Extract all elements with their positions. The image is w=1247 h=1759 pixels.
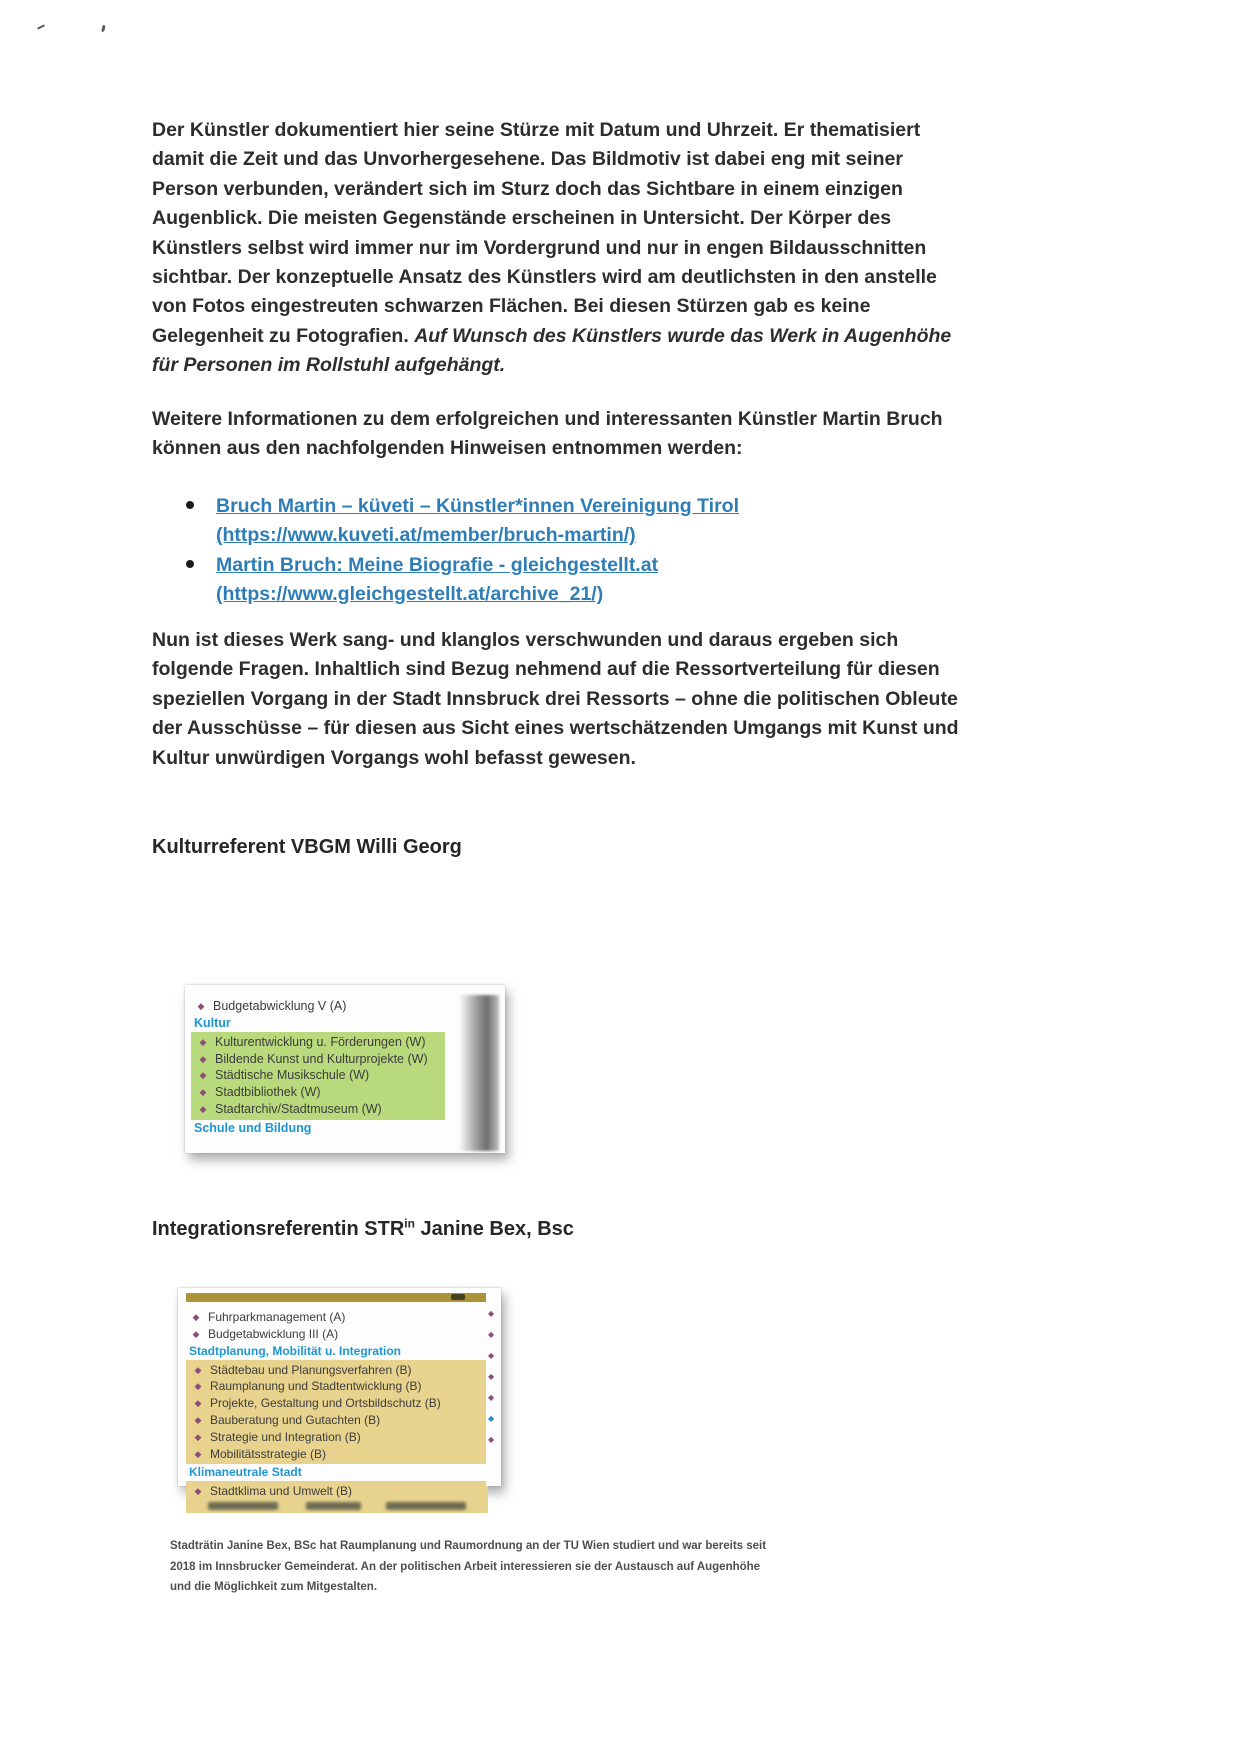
item-label: Städtische Musikschule (W): [215, 1068, 370, 1083]
paragraph-italic-text: Auf Wunsch des Künstlers wurde das Werk in Augenhöhe für Personen im Rollstuhl aufgehängt.: [152, 324, 952, 377]
diamond-bullet-icon: ◆: [199, 1103, 207, 1114]
item-label: Mobilitätsstrategie (B): [210, 1446, 327, 1461]
list-item: [184, 1326, 501, 1343]
heading-integrationsreferentin: [152, 1218, 574, 1241]
list-item: [191, 1101, 445, 1118]
item-label: Städtebau und Planungsverfahren (B): [210, 1362, 412, 1377]
heading-text: Integrationsreferentin STR: [152, 1218, 405, 1240]
list-item: [191, 1084, 445, 1101]
paragraph-questions: Nun ist dieses Werk sang- und klanglos verschwunden und daraus ergeben sich folgende Fragen. Inhaltlich sind Bezug nehmend auf die Ressortverteilung für diesen speziellen Vorgang in der Stadt Innsbruck drei Ressorts – ohne die politischen Obleute der Ausschüsse – für diesen aus Sicht eines wertschätzenden Umgangs mit Kunst und Kultur unwürdigen Vorgangs wohl befasst gewesen.: [152, 629, 959, 769]
diamond-bullet-icon: ◆: [194, 1381, 202, 1392]
list-item: [186, 492, 946, 551]
reference-link-list: [186, 492, 946, 610]
paragraph-text: Der Künstler dokumentiert hier seine Stürze mit Datum und Uhrzeit. Er thematisiert damit die Zeit und das Unvorhergesehene. Das Bildmotiv ist dabei eng mit seiner Person verbunden, verändert sich im Sturz doch das Sichtbare in einem einzigen Augenblick. Die meisten Gegenstände erscheinen in Untersicht. Der Körper des Künstlers selbst wird immer nur im Vordergrund und nur in engen Bildausschnitten sichtbar. Der konzeptuelle Ansatz des Künstlers wird am deutlichsten in den anstelle von Fotos eingestreuten schwarzen Flächen. Bei diesen Stürzen gab es keine Gelegenheit zu Fotografien.: [152, 119, 937, 347]
link-gleichgestellt-title[interactable]: Martin Bruch: Meine Biografie - gleichgestellt.at: [216, 553, 659, 576]
bullet-icon: [186, 560, 194, 568]
item-label: Stadtklima und Umwelt (B): [210, 1484, 353, 1499]
list-item: [186, 1429, 488, 1446]
diamond-bullet-icon: ◆: [194, 1414, 202, 1425]
diamond-bullet-icon: ◆: [199, 1087, 207, 1098]
diamond-bullet-icon: ◆: [192, 1328, 200, 1339]
footer-line: und die Möglichkeit zum Mitgestalten.: [170, 1581, 378, 1593]
item-label: Strategie und Integration (B): [210, 1429, 361, 1444]
diamond-bullet-icon: ◆: [488, 1435, 495, 1444]
diamond-bullet-icon: ◆: [194, 1431, 202, 1442]
link-gleichgestellt-url[interactable]: (https://www.gleichgestellt.at/archive_21/): [216, 583, 604, 606]
list-item: [186, 1395, 488, 1412]
diamond-bullet-icon: ◆: [199, 1053, 207, 1064]
highlighted-klima-items: [186, 1481, 488, 1513]
diamond-bullet-icon: ◆: [194, 1448, 202, 1459]
scan-artifact-mark: [101, 25, 106, 33]
diamond-bullet-icon: ◆: [488, 1414, 495, 1423]
item-label: Projekte, Gestaltung und Ortsbildschutz (B): [210, 1396, 441, 1411]
section-header-schule-bildung: Schule und Bildung: [194, 1120, 312, 1135]
heading-kulturreferent: Kulturreferent VBGM Willi Georg: [152, 836, 462, 858]
list-item: [184, 1309, 501, 1326]
diamond-bullet-icon: ◆: [197, 1001, 205, 1011]
diamond-bullet-icon: ◆: [488, 1309, 495, 1318]
cut-off-row: [186, 1500, 488, 1513]
item-label: Kulturentwicklung u. Förderungen (W): [215, 1034, 426, 1049]
paragraph-more-information: Weitere Informationen zu dem erfolgreichen und interessanten Künstler Martin Bruch können aus den nachfolgenden Hinweisen entnommen werden:: [152, 408, 943, 460]
scrollbar-shadow: [459, 995, 499, 1151]
diamond-bullet-icon: ◆: [488, 1393, 495, 1402]
list-item: [189, 998, 505, 1015]
diamond-bullet-icon: ◆: [488, 1372, 495, 1381]
footer-biography-note: [170, 1536, 767, 1598]
item-label: Fuhrparkmanagement (A): [208, 1310, 346, 1324]
footer-line: Stadträtin Janine Bex, BSc hat Raumplanung und Raumordnung an der TU Wien studiert und war bereits seit: [170, 1540, 767, 1552]
section-header-stadtplanung: Stadtplanung, Mobilität u. Integration: [189, 1343, 401, 1358]
footer-line: 2018 im Innsbrucker Gemeinderat. An der politischen Arbeit interessieren sie der Austausch auf Augenhöhe: [170, 1560, 761, 1573]
dark-mark: [451, 1294, 465, 1300]
list-item: [191, 1034, 445, 1051]
diamond-bullet-icon: ◆: [488, 1330, 495, 1339]
item-label: Stadtarchiv/Stadtmuseum (W): [215, 1101, 382, 1116]
diamond-bullet-icon: ◆: [194, 1486, 202, 1497]
item-label: Bildende Kunst und Kulturprojekte (W): [215, 1051, 428, 1066]
highlighted-bar: [186, 1293, 493, 1302]
item-label: Budgetabwicklung III (A): [208, 1326, 339, 1341]
section-header-kultur: Kultur: [194, 1015, 231, 1030]
list-item: [186, 551, 946, 610]
diamond-bullet-icon: ◆: [488, 1351, 495, 1360]
diamond-bullet-icon: ◆: [199, 1036, 207, 1047]
list-item: [186, 1412, 488, 1429]
screenshot-kultur-ressort: [185, 985, 505, 1153]
list-item: [186, 1378, 488, 1395]
link-kuveti-title[interactable]: Bruch Martin – küveti – Künstler*innen Vereinigung Tirol: [216, 495, 739, 517]
item-label: Budgetabwicklung V (A): [213, 999, 347, 1013]
item-label: Raumplanung und Stadtentwicklung (B): [210, 1379, 422, 1394]
diamond-bullet-icon: ◆: [199, 1070, 207, 1081]
heading-text: Janine Bex, Bsc: [414, 1218, 574, 1240]
cropped-second-column: [486, 1288, 501, 1486]
bullet-icon: [186, 501, 194, 509]
list-item: [191, 1051, 445, 1068]
list-item: [186, 1446, 488, 1463]
screenshot-stadtplanung-ressort: [178, 1288, 501, 1499]
list-item: [186, 1483, 488, 1500]
highlighted-kultur-items: [191, 1032, 445, 1120]
diamond-bullet-icon: ◆: [192, 1312, 200, 1322]
heading-superscript: in: [404, 1216, 415, 1231]
link-kuveti-url[interactable]: (https://www.kuveti.at/member/bruch-martin/): [216, 524, 636, 547]
list-item: [191, 1067, 445, 1084]
diamond-bullet-icon: ◆: [194, 1364, 202, 1375]
paragraph-artist-description: [152, 116, 970, 381]
item-label: Stadtbibliothek (W): [215, 1085, 321, 1100]
section-header-klimaneutrale-stadt: Klimaneutrale Stadt: [189, 1465, 302, 1480]
highlighted-stadtplanung-items: [186, 1360, 488, 1465]
scan-artifact-mark: [37, 24, 45, 30]
list-item: [186, 1362, 488, 1379]
diamond-bullet-icon: ◆: [194, 1398, 202, 1409]
item-label: Bauberatung und Gutachten (B): [210, 1412, 381, 1427]
